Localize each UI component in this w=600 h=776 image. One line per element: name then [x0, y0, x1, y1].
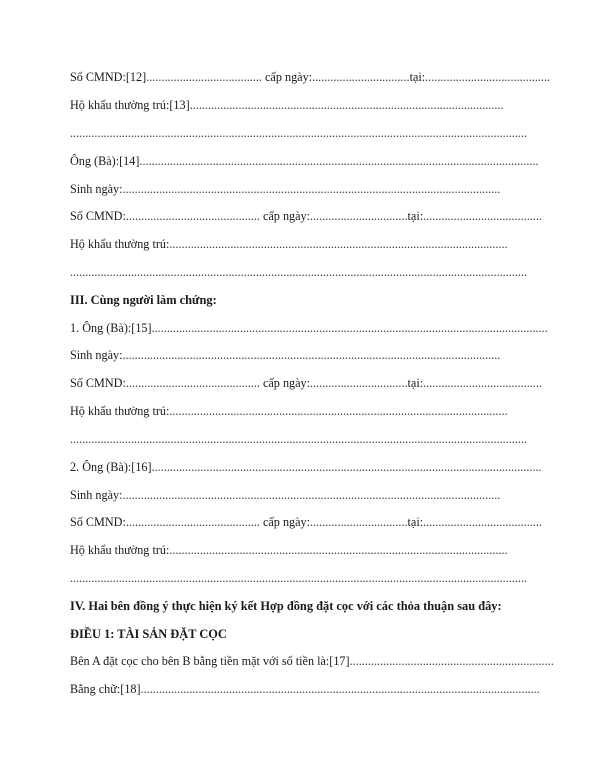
- fill-field[interactable]: ......................................: [146, 70, 262, 84]
- fill-field[interactable]: ...............................................................................................................: [169, 543, 508, 557]
- fill-field[interactable]: ...................................................................: [349, 654, 554, 668]
- label: tại:: [407, 376, 424, 390]
- fill-field[interactable]: ............................................: [125, 209, 260, 223]
- fill-field[interactable]: ................................: [310, 209, 408, 223]
- line-ho-khau-3: [70, 403, 528, 419]
- label: Sinh ngày:: [70, 488, 123, 502]
- label: Sinh ngày:: [70, 348, 123, 362]
- line-ho-khau-4: [70, 542, 528, 558]
- line-sinh-ngay-1: [70, 181, 528, 197]
- line-sinh-ngay-3: [70, 487, 528, 503]
- label: Bên A đặt cọc cho bên B bằng tiền mặt với số tiền là:[17]: [70, 654, 350, 668]
- line-sinh-ngay-2: [70, 347, 528, 363]
- label: cấp ngày:: [259, 515, 311, 529]
- fill-field[interactable]: ......................................................................................................................................................: [70, 126, 528, 140]
- label: Ông (Bà):[14]: [70, 154, 140, 168]
- section-heading-iii: [70, 292, 528, 308]
- line-so-cmnd-4: [70, 514, 542, 530]
- fill-field[interactable]: ......................................................................................................................................................: [70, 265, 528, 279]
- fill-field[interactable]: ................................: [312, 70, 410, 84]
- label: 2. Ông (Bà):[16]: [70, 460, 152, 474]
- fill-field[interactable]: ............................................: [125, 376, 260, 390]
- fill-field[interactable]: .......................................................................................................: [189, 98, 504, 112]
- section-heading-iv: [70, 598, 528, 614]
- label: tại:: [407, 209, 424, 223]
- fill-field[interactable]: ............................................: [125, 515, 260, 529]
- article-heading-1: [70, 626, 528, 642]
- line-blank-4: [70, 570, 528, 586]
- fill-field[interactable]: ................................: [310, 515, 408, 529]
- fill-field[interactable]: ............................................................................................................................: [122, 182, 501, 196]
- heading-text: IV. Hai bên đồng ý thực hiện ký kết Hợp đồng đặt cọc với các thỏa thuận sau đây:: [70, 599, 502, 613]
- line-so-cmnd-2: [70, 208, 542, 224]
- label: Sinh ngày:: [70, 182, 123, 196]
- fill-field[interactable]: ..................................................................................................................................: [151, 321, 548, 335]
- fill-field[interactable]: ...............................................................................................................: [169, 237, 508, 251]
- label: Số CMND:[12]: [70, 70, 147, 84]
- label: Bằng chữ:[18]: [70, 682, 141, 696]
- label: Hộ khẩu thường trú:: [70, 404, 170, 418]
- fill-field[interactable]: .........................................: [425, 70, 551, 84]
- fill-field[interactable]: ...................................................................................................................................: [140, 682, 540, 696]
- line-ong-ba-15: [70, 320, 548, 336]
- label: cấp ngày:: [259, 376, 311, 390]
- fill-field[interactable]: .......................................: [423, 515, 542, 529]
- fill-field[interactable]: ............................................................................................................................: [122, 348, 501, 362]
- line-ho-khau-13: [70, 97, 528, 113]
- line-blank-2: [70, 264, 528, 280]
- label: Hộ khẩu thường trú:: [70, 543, 170, 557]
- heading-text: III. Cùng người làm chứng:: [70, 293, 217, 307]
- fill-field[interactable]: ......................................................................................................................................................: [70, 571, 528, 585]
- heading-text: ĐIỀU 1: TÀI SẢN ĐẶT CỌC: [70, 627, 227, 641]
- fill-field[interactable]: ............................................................................................................................: [122, 488, 501, 502]
- label: Hộ khẩu thường trú:[13]: [70, 98, 190, 112]
- fill-field[interactable]: ................................................................................................................................: [151, 460, 542, 474]
- line-ong-ba-14: [70, 153, 539, 169]
- label: Số CMND:: [70, 515, 126, 529]
- label: tại:: [409, 70, 426, 84]
- label: cấp ngày:: [259, 209, 311, 223]
- line-ong-ba-16: [70, 459, 542, 475]
- label: tại:: [407, 515, 424, 529]
- line-blank-3: [70, 431, 528, 447]
- fill-field[interactable]: ...................................................................................................................................: [139, 154, 539, 168]
- line-dat-coc-17: [70, 653, 554, 669]
- line-so-cmnd-12: [70, 69, 551, 85]
- fill-field[interactable]: ......................................................................................................................................................: [70, 432, 528, 446]
- line-so-cmnd-3: [70, 375, 542, 391]
- fill-field[interactable]: ................................: [310, 376, 408, 390]
- label: Số CMND:: [70, 376, 126, 390]
- line-ho-khau-2: [70, 236, 528, 252]
- label: Số CMND:: [70, 209, 126, 223]
- line-bang-chu-18: [70, 681, 540, 697]
- fill-field[interactable]: .......................................: [423, 209, 542, 223]
- label: Hộ khẩu thường trú:: [70, 237, 170, 251]
- fill-field[interactable]: .......................................: [423, 376, 542, 390]
- label: cấp ngày:: [261, 70, 313, 84]
- fill-field[interactable]: ...............................................................................................................: [169, 404, 508, 418]
- label: 1. Ông (Bà):[15]: [70, 321, 152, 335]
- line-blank-1: [70, 125, 528, 141]
